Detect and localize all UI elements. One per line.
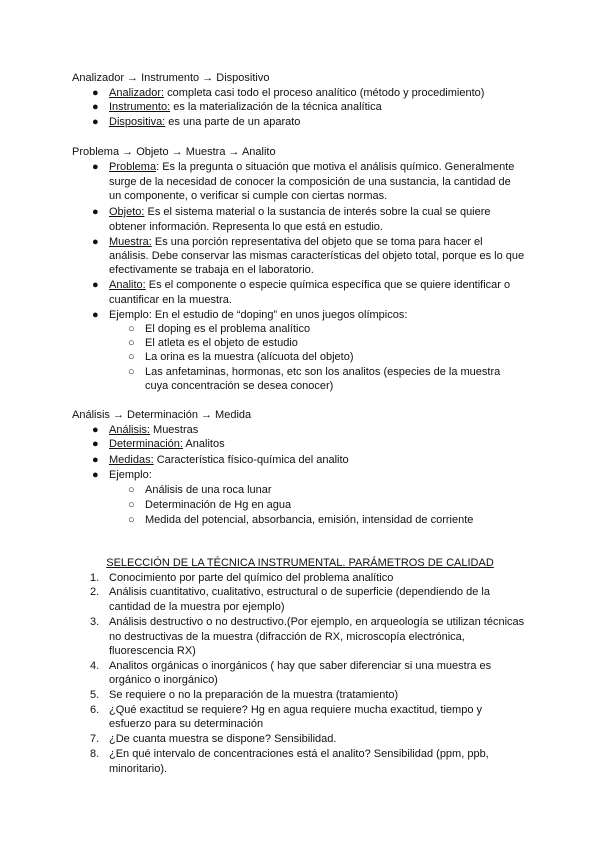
list-item: [109, 437, 225, 451]
bullet-icon: ●: [92, 438, 99, 450]
list-item: [109, 86, 484, 100]
list-item: [109, 235, 483, 249]
term: Analizador:: [109, 87, 165, 99]
hollow-bullet-icon: ○: [128, 514, 135, 526]
sub-list-item: Análisis de una roca lunar: [145, 484, 272, 496]
section-heading: Análisis → Determinación → Medida: [72, 409, 252, 421]
definition: Es el componente o especie química específica que se quiere identificar o: [145, 279, 511, 291]
continuation-line: no destructivas de la muestra (difracción de RX, microscopía electrónica,: [109, 631, 465, 643]
continuation-line: cuantificar en la muestra.: [109, 294, 232, 306]
list-number: 1.: [90, 572, 100, 584]
sub-list-item: La orina es la muestra (alícuota del objeto): [145, 351, 354, 363]
definition: Muestras: [149, 424, 199, 436]
term: Dispositiva:: [109, 116, 166, 128]
term: Instrumento:: [109, 101, 171, 113]
section-heading: Problema → Objeto → Muestra → Analito: [72, 146, 276, 158]
term: Problema: [109, 161, 157, 173]
list-number: 4.: [90, 660, 100, 672]
continuation-line: orgánico o inorgánico): [109, 674, 218, 686]
continuation-line: minoritario).: [109, 763, 168, 775]
bullet-icon: ●: [92, 279, 99, 291]
numbered-item: ¿De cuanta muestra se dispone? Sensibilidad.: [109, 733, 337, 745]
list-number: 7.: [90, 733, 100, 745]
list-number: 5.: [90, 689, 100, 701]
list-number: 8.: [90, 748, 100, 760]
section-heading: Analizador → Instrumento → Dispositivo: [72, 72, 270, 84]
definition: Es una porción representativa del objeto que se toma para hacer el: [151, 236, 483, 248]
continuation-line: cuya concentración se desea conocer): [145, 380, 334, 392]
continuation-line: obtener información. Representa lo que está en estudio.: [109, 221, 383, 233]
list-item: [109, 160, 514, 174]
term: Medidas:: [109, 454, 154, 466]
continuation-line: esfuerzo para su determinación: [109, 718, 264, 730]
list-number: 3.: [90, 616, 100, 628]
hollow-bullet-icon: ○: [128, 484, 135, 496]
numbered-item: Conocimiento por parte del químico del problema analítico: [109, 572, 394, 584]
numbered-item: Analitos orgánicas o inorgánicos ( hay que saber diferenciar si una muestra es: [109, 660, 492, 672]
list-number: 6.: [90, 704, 100, 716]
sub-list-item: Medida del potencial, absorbancia, emisión, intensidad de corriente: [145, 514, 474, 526]
numbered-item: Análisis cuantitativo, cualitativo, estructural o de superficie (dependiendo de la: [109, 586, 490, 598]
continuation-line: surge de la necesidad de conocer la composición de una sustancia, la cantidad de: [109, 176, 511, 188]
hollow-bullet-icon: ○: [128, 499, 135, 511]
list-item: [109, 453, 349, 467]
definition: Es el sistema material o la sustancia de interés sobre la cual se quiere: [144, 206, 491, 218]
definition: completa casi todo el proceso analítico (método y procedimiento): [164, 87, 485, 99]
list-item: [109, 115, 300, 129]
term: Objeto:: [109, 206, 145, 218]
continuation-line: fluorescencia RX): [109, 645, 196, 657]
hollow-bullet-icon: ○: [128, 337, 135, 349]
section-title: SELECCIÓN DE LA TÉCNICA INSTRUMENTAL. PARÁMETROS DE CALIDAD: [106, 557, 494, 569]
sub-list-item: El doping es el problema analítico: [145, 323, 311, 335]
bullet-icon: ●: [92, 101, 99, 113]
list-item: [109, 278, 510, 292]
numbered-item: ¿Qué exactitud se requiere? Hg en agua requiere mucha exactitud, tiempo y: [109, 704, 482, 716]
list-number: 2.: [90, 586, 100, 598]
hollow-bullet-icon: ○: [128, 351, 135, 363]
sub-list-item: Las anfetaminas, hormonas, etc son los analitos (especies de la muestra: [145, 366, 501, 378]
list-item: [109, 205, 491, 219]
definition: : Es la pregunta o situación que motiva el análisis químico. Generalmente: [156, 161, 515, 173]
bullet-icon: ●: [92, 236, 99, 248]
numbered-item: Análisis destructivo o no destructivo.(Por ejemplo, en arqueología se utilizan técnicas: [109, 616, 525, 628]
hollow-bullet-icon: ○: [128, 366, 135, 378]
term: Analito:: [109, 279, 146, 291]
term: Análisis:: [109, 424, 150, 436]
bullet-icon: ●: [92, 206, 99, 218]
continuation-line: cantidad de la muestra por ejemplo): [109, 601, 285, 613]
numbered-item: Se requiere o no la preparación de la muestra (tratamiento): [109, 689, 399, 701]
term: Determinación:: [109, 438, 183, 450]
sub-list-item: El atleta es el objeto de estudio: [145, 337, 298, 349]
bullet-icon: ●: [92, 424, 99, 436]
list-item: Ejemplo:: [109, 469, 152, 481]
bullet-icon: ●: [92, 161, 99, 173]
bullet-icon: ●: [92, 87, 99, 99]
definition: es la materialización de la técnica analítica: [170, 101, 382, 113]
bullet-icon: ●: [92, 454, 99, 466]
list-item: Ejemplo: En el estudio de “doping” en unos juegos olímpicos:: [109, 309, 408, 321]
definition: Analitos: [182, 438, 225, 450]
list-item: [109, 100, 382, 114]
hollow-bullet-icon: ○: [128, 323, 135, 335]
list-item: [109, 423, 198, 437]
continuation-line: un componente, o verificar si cumple con ciertas normas.: [109, 190, 388, 202]
term: Muestra:: [109, 236, 152, 248]
bullet-icon: ●: [92, 116, 99, 128]
sub-list-item: Determinación de Hg en agua: [145, 499, 292, 511]
definition: es una parte de un aparato: [165, 116, 301, 128]
continuation-line: análisis. Debe conservar las mismas características del objeto total, porque es lo que: [109, 250, 525, 262]
bullet-icon: ●: [92, 309, 99, 321]
continuation-line: efectivamente se trabaja en el laboratorio.: [109, 264, 314, 276]
definition: Característica físico-química del analito: [153, 454, 349, 466]
numbered-item: ¿En qué intervalo de concentraciones está el analito? Sensibilidad (ppm, ppb,: [109, 748, 489, 760]
bullet-icon: ●: [92, 469, 99, 481]
